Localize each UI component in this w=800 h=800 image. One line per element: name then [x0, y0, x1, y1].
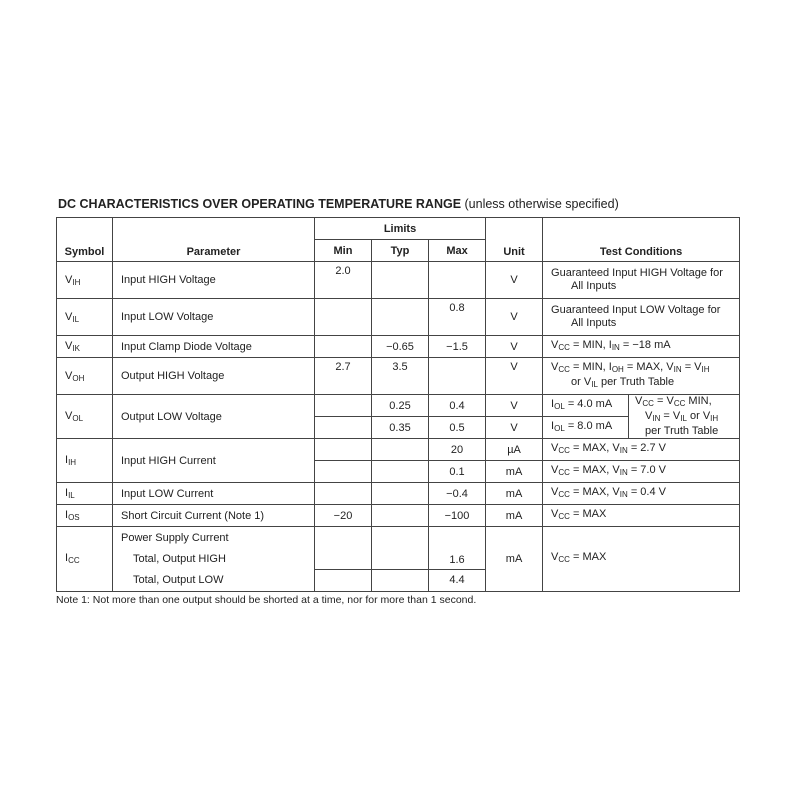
max-cell: [429, 262, 486, 299]
table-row: [57, 262, 740, 299]
unit-cell: V: [486, 299, 543, 336]
header-typ: Typ: [372, 240, 429, 262]
symbol-cell: $I_{OS}$: [57, 505, 113, 527]
table-title-bold: DC CHARACTERISTICS OVER OPERATING TEMPERATURE RANGE: [58, 197, 462, 211]
parameter-cell: Output HIGH Voltage: [113, 358, 315, 395]
max-cell: 0.4: [429, 395, 486, 417]
typ-cell: [372, 569, 429, 591]
typ-cell: 3.5: [372, 358, 429, 395]
typ-cell: [372, 299, 429, 336]
min-cell: [315, 461, 372, 483]
dc-characteristics-table: [56, 217, 740, 592]
max-cell: −100: [429, 505, 486, 527]
header-parameter: Parameter: [113, 218, 315, 262]
symbol-cell: $V_{OL}$: [57, 395, 113, 439]
test-conditions-cell: $V_{CC}$ = MIN, $I_{IN} = -18$ mA: [543, 336, 740, 358]
table-title-qualifier: (unless otherwise specified): [464, 197, 619, 211]
test-conditions-cell: Guaranteed Input LOW Voltage for All Inputs: [543, 299, 740, 336]
symbol-cell: $V_{IH}$: [57, 262, 113, 299]
typ-cell: [372, 527, 429, 570]
header-limits: Limits: [315, 218, 486, 240]
header-symbol: Symbol: [57, 218, 113, 262]
test-conditions-cell: Guaranteed Input HIGH Voltage for All Inputs: [543, 262, 740, 299]
unit-cell: V: [486, 417, 543, 439]
parameter-cell: Total, Output HIGH: [113, 548, 315, 569]
symbol-cell: $V_{OH}$: [57, 358, 113, 395]
parameter-cell: Output LOW Voltage: [113, 395, 315, 439]
table-row: [57, 395, 740, 417]
max-cell: [429, 358, 486, 395]
typ-cell: [372, 483, 429, 505]
typ-cell: −0.65: [372, 336, 429, 358]
max-cell: 0.8: [429, 299, 486, 336]
unit-cell: µA: [486, 439, 543, 461]
max-cell: −0.4: [429, 483, 486, 505]
table-row: [57, 505, 740, 527]
typ-cell: 0.35: [372, 417, 429, 439]
typ-cell: [372, 262, 429, 299]
test-conditions-cell: $V_{CC}$ = MIN, $I_{OH}$ = MAX, $V_{IN} = V_{IH}$ or $V_{IL}$ per Truth Table: [543, 358, 740, 395]
test-conditions-cell: $V_{CC}$ = MAX, $V_{IN} = 0.4$ V: [543, 483, 740, 505]
parameter-cell: Short Circuit Current (Note 1): [113, 505, 315, 527]
parameter-cell: Input HIGH Voltage: [113, 262, 315, 299]
test-conditions-cell: $I_{OL} = 4.0$ mA: [543, 395, 629, 417]
unit-cell: mA: [486, 505, 543, 527]
max-cell: 0.5: [429, 417, 486, 439]
parameter-cell: Power Supply Current: [113, 527, 315, 549]
min-cell: [315, 569, 372, 591]
table-row: [57, 439, 740, 461]
table-row: [57, 299, 740, 336]
table-row: [57, 358, 740, 395]
min-cell: [315, 395, 372, 417]
symbol-cell: $I_{IH}$: [57, 439, 113, 483]
min-cell: 2.7: [315, 358, 372, 395]
unit-cell: V: [486, 358, 543, 395]
parameter-cell: Input Clamp Diode Voltage: [113, 336, 315, 358]
test-conditions-cell: $I_{OL} = 8.0$ mA: [543, 417, 629, 439]
min-cell: [315, 527, 372, 570]
symbol-cell: $I_{CC}$: [57, 527, 113, 592]
min-cell: [315, 336, 372, 358]
min-cell: [315, 439, 372, 461]
min-cell: [315, 417, 372, 439]
table-title: [58, 197, 619, 211]
max-cell: −1.5: [429, 336, 486, 358]
min-cell: −20: [315, 505, 372, 527]
test-conditions-cell: $V_{CC}$ = MAX, $V_{IN} = 7.0$ V: [543, 461, 740, 483]
symbol-cell: $V_{IL}$: [57, 299, 113, 336]
typ-cell: [372, 439, 429, 461]
max-cell: 0.1: [429, 461, 486, 483]
table-row: [57, 527, 740, 549]
unit-cell: V: [486, 395, 543, 417]
header-unit: Unit: [486, 218, 543, 262]
footnote: Note 1: Not more than one output should be shorted at a time, nor for more than 1 second.: [56, 594, 477, 606]
table-row: [57, 483, 740, 505]
header-min: Min: [315, 240, 372, 262]
parameter-cell: Total, Output LOW: [113, 569, 315, 591]
test-conditions-cell: $V_{CC} = V_{CC}$ MIN, $V_{IN} = V_{IL}$ or $V_{IH}$ per Truth Table: [629, 395, 740, 439]
min-cell: [315, 483, 372, 505]
unit-cell: mA: [486, 483, 543, 505]
max-cell: 1.6: [429, 527, 486, 570]
min-cell: 2.0: [315, 262, 372, 299]
symbol-cell: $V_{IK}$: [57, 336, 113, 358]
max-cell: 20: [429, 439, 486, 461]
test-conditions-cell: $V_{CC}$ = MAX: [543, 505, 740, 527]
header-max: Max: [429, 240, 486, 262]
symbol-cell: $I_{IL}$: [57, 483, 113, 505]
header-test-conditions: Test Conditions: [543, 218, 740, 262]
test-conditions-cell: $V_{CC}$ = MAX: [543, 527, 740, 592]
unit-cell: V: [486, 262, 543, 299]
table-row: [57, 336, 740, 358]
max-cell: 4.4: [429, 569, 486, 591]
typ-cell: [372, 505, 429, 527]
parameter-cell: Input LOW Voltage: [113, 299, 315, 336]
parameter-cell: Input HIGH Current: [113, 439, 315, 483]
unit-cell: mA: [486, 461, 543, 483]
unit-cell: V: [486, 336, 543, 358]
min-cell: [315, 299, 372, 336]
unit-cell: mA: [486, 527, 543, 592]
typ-cell: [372, 461, 429, 483]
test-conditions-cell: $V_{CC}$ = MAX, $V_{IN} = 2.7$ V: [543, 439, 740, 461]
parameter-cell: Input LOW Current: [113, 483, 315, 505]
typ-cell: 0.25: [372, 395, 429, 417]
